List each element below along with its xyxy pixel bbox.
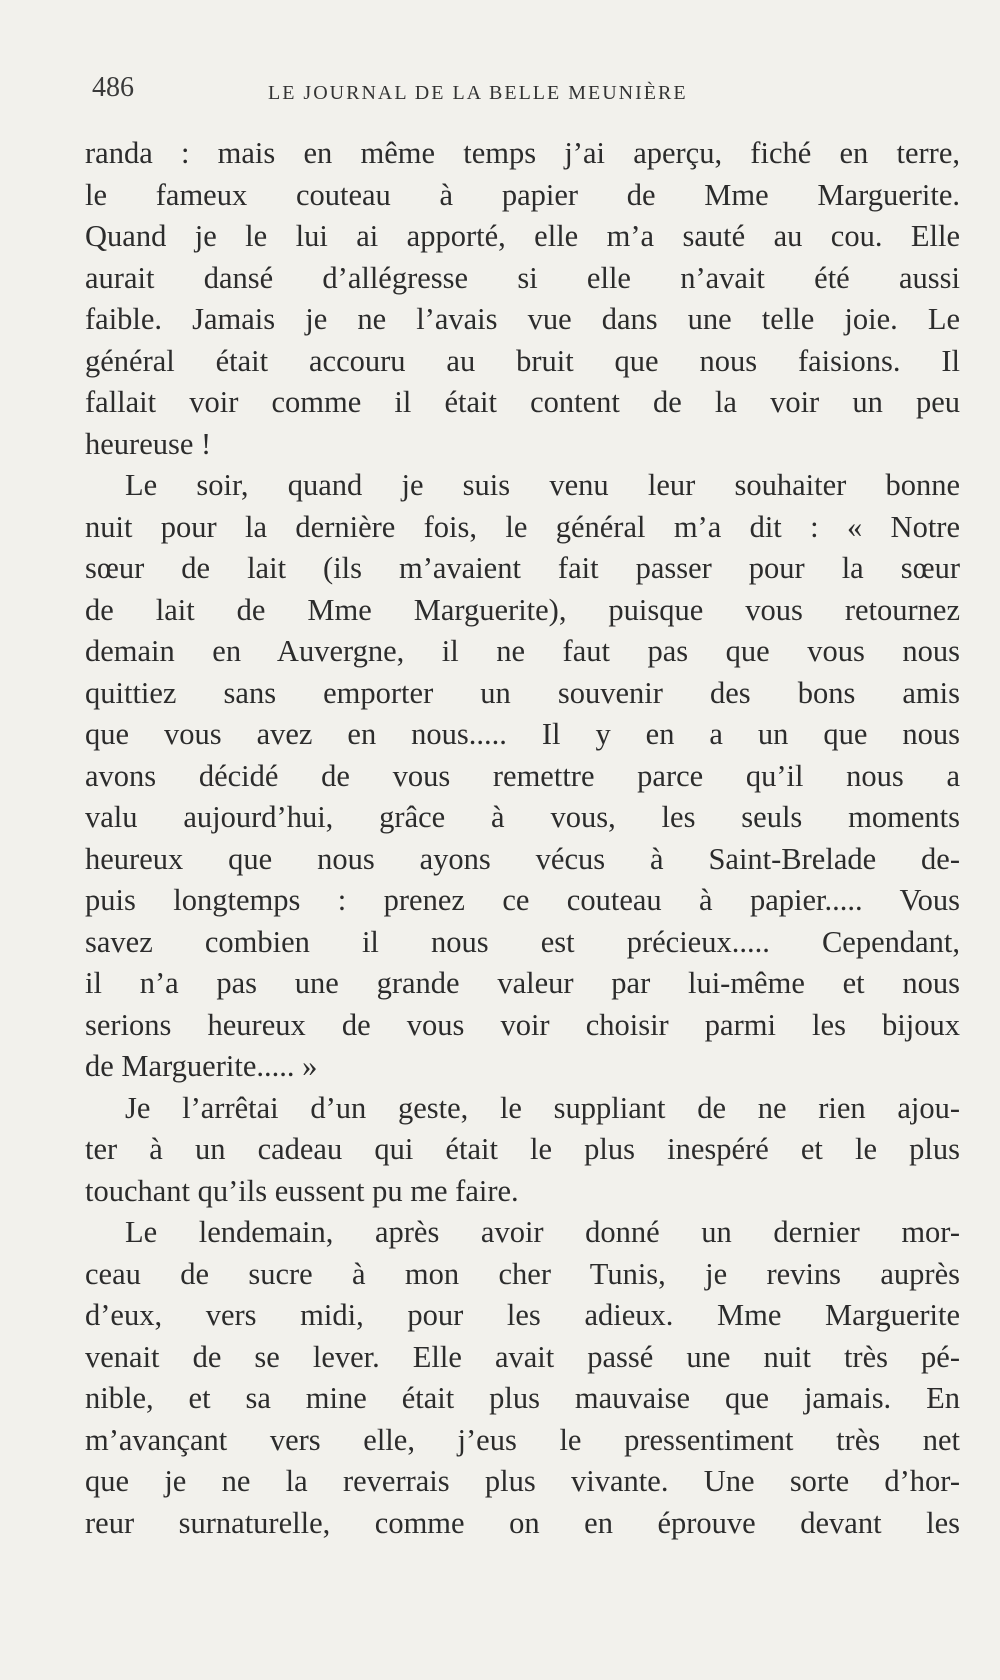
text-line: Le soir, quand je suis venu leur souhaiter bonne (125, 468, 960, 502)
text-line: avons décidé de vous remettre parce qu’il nous a (85, 758, 960, 793)
text-line: d’eux, vers midi, pour les adieux. Mme Marguerite (85, 1298, 960, 1332)
body-text (85, 133, 960, 1544)
text-line: que je ne la reverrais plus vivante. Une sorte d’hor- (85, 1464, 960, 1498)
text-line: touchant qu’ils eussent pu me faire. (85, 1173, 519, 1208)
text-line: le fameux couteau à papier de Mme Marguerite. (85, 177, 960, 212)
running-head (88, 72, 960, 112)
text-line: valu aujourd’hui, grâce à vous, les seuls moments (85, 800, 960, 834)
text-line: venait de se lever. Elle avait passé une nuit très pé- (85, 1339, 960, 1374)
text-line: Je l’arrêtai d’un geste, le suppliant de ne rien ajou- (125, 1090, 960, 1125)
text-line: fallait voir comme il était content de la voir un peu (85, 385, 960, 419)
text-line: que vous avez en nous..... Il y en a un que nous (85, 717, 960, 751)
text-line: savez combien il nous est précieux..... Cependant, (85, 924, 960, 959)
text-line: aurait dansé d’allégresse si elle n’avait été aussi (85, 260, 960, 295)
text-line: randa : mais en même temps j’ai aperçu, fiché en terre, (85, 136, 960, 170)
text-line: quittiez sans emporter un souvenir des bons amis (85, 675, 960, 710)
text-line: de Marguerite..... » (85, 1049, 318, 1083)
text-line: nible, et sa mine était plus mauvaise que jamais. En (85, 1381, 960, 1415)
text-line: sœur de lait (ils m’avaient fait passer pour la sœur (85, 551, 960, 585)
text-line: Le lendemain, après avoir donné un dernier mor- (125, 1215, 960, 1249)
text-line: Quand je le lui ai apporté, elle m’a sauté au cou. Elle (85, 219, 960, 253)
text-line: reur surnaturelle, comme on en éprouve devant les (85, 1505, 960, 1540)
text-line: puis longtemps : prenez ce couteau à papier..... Vous (85, 883, 960, 917)
text-line: il n’a pas une grande valeur par lui-même et nous (85, 966, 960, 1000)
page-number: 486 (92, 72, 134, 103)
text-line: général était accouru au bruit que nous faisions. Il (85, 343, 960, 378)
text-line: heureux que nous ayons vécus à Saint-Brelade de- (85, 841, 960, 876)
text-line: ter à un cadeau qui était le plus inespéré et le plus (85, 1132, 960, 1166)
text-line: ceau de sucre à mon cher Tunis, je revins auprès (85, 1256, 960, 1291)
text-line: de lait de Mme Marguerite), puisque vous retournez (85, 592, 960, 627)
text-line: faible. Jamais je ne l’avais vue dans une telle joie. Le (85, 302, 960, 336)
text-line: m’avançant vers elle, j’eus le pressentiment très net (85, 1422, 960, 1457)
text-line: nuit pour la dernière fois, le général m’a dit : « Notre (85, 509, 960, 544)
text-line: heureuse ! (85, 426, 212, 461)
text-line: demain en Auvergne, il ne faut pas que vous nous (85, 634, 960, 668)
running-title: LE JOURNAL DE LA BELLE MEUNIÈRE (268, 82, 688, 104)
text-line: serions heureux de vous voir choisir parmi les bijoux (85, 1007, 960, 1042)
